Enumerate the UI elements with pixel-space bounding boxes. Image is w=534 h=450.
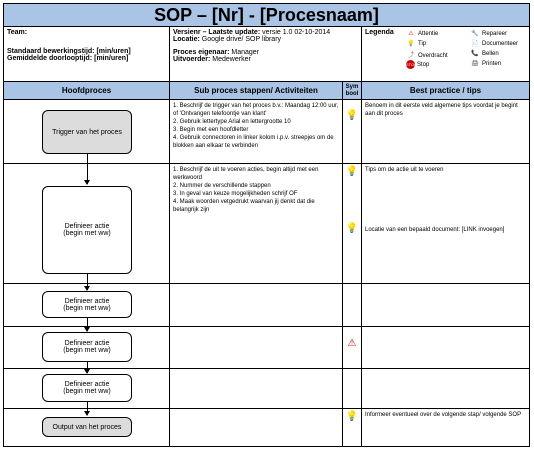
legend-item [406,40,426,47]
col-subproces: Sub proces stappen/ Activiteiten [170,82,343,99]
standard-time: Standaard bewerkingstijd: [min/uren] [7,48,131,55]
header-section [3,27,530,82]
legend-label-text: Stop [417,62,430,68]
repair-icon: 🔧 [471,31,479,37]
flow-arrow [87,362,88,373]
executor-value: Medewerker [210,56,251,63]
flow-arrow [87,274,88,290]
output-box: Output van het proces [42,417,132,437]
action-box-2: Definieer actie (begin met ww) [42,291,132,318]
legend-item [406,60,429,69]
legend-label-text: Overdracht [418,53,448,59]
legend-label-text: Documenteer [482,41,519,47]
legend-item [470,60,501,67]
stop-icon: STOP [406,62,417,67]
legend-item [406,30,438,37]
attention-icon: ⚠ [408,31,414,37]
action-box-4: Definieer actie (begin met ww) [42,374,132,402]
tip-icon: 💡 [345,166,359,177]
legend-label-text: Tip [418,41,427,47]
average-time: Gemiddelde doorlooptijd: [min/uren] [7,55,129,62]
legend-item [406,50,448,59]
legend-item [470,50,499,57]
sop-document [3,3,530,447]
row1-tip: Benoem in dit eerste veld algemene tips voordat je begint aan dit proces [365,103,518,118]
version-value: versie 1.0 02-10-2014 [260,29,331,36]
action-box-3: Definieer actie (begin met ww) [42,332,132,362]
row6-tip: Informeer eventueel over de volgende stap/ volgende SOP [365,412,522,418]
document-title: SOP – [Nr] - [Procesnaam] [3,3,530,27]
flow-arrow [87,154,88,184]
tip-icon: 💡 [345,110,359,121]
phone-icon: 📞 [471,51,479,57]
action-box-1: Definieer actie (begin met ww) [42,186,132,274]
handover-icon: ⤴ [407,53,414,59]
print-icon: 🖨 [471,61,479,67]
legend-label-text: Repareer [482,31,508,37]
location-label: Locatie: [173,36,200,43]
tip-icon: 💡 [345,223,359,234]
col-symbool: Sym bool [343,82,362,99]
col-best-practice: Best practice / tips [409,86,482,95]
legend-label-text: Bellen [482,51,499,57]
legend-label-text: Printen [482,61,502,67]
legend-box [362,27,529,81]
row2-steps: 1. Beschrijf de uit te voeren acties, begin altijd met een werkwoord 2. Nummer de verschillende stappen 3. In geval van keuze mogelijkheden schrijf OF 4. Maak woorden vetgedrukt waarvan jij denkt dat die belangrijk zijn [173,167,319,214]
version-label: Versienr – Laatste update: [173,29,261,36]
document-icon: 📄 [471,41,479,47]
owner-value: Manager [229,49,259,56]
col-hoofdproces: Hoofdproces [4,82,170,99]
team-info [4,27,170,81]
column-headers [3,82,530,100]
legend-item [470,30,507,37]
row1-steps: 1. Beschrijf de trigger van het proces b.v.: Maandag 12:00 uur, of 'Ontvangen telefoontje van klant' 2. Gebruik lettertype Arial en lettergrootte 10 3. Begin met een hoofdletter 4. Gebruik connectoren in linker kolom i.p.v. streepjes om de blokken aan elkaar te verbinden [173,103,339,150]
owner-label: Proces eigenaar: [173,49,230,56]
attention-icon: ⚠ [347,338,357,349]
tip-icon: 💡 [407,41,415,47]
row2-tip-link: Locatie van een bepaald document: [LINK invoegen] [365,227,505,233]
trigger-box: Trigger van het proces [42,110,132,154]
tip-icon: 💡 [345,411,359,422]
flow-arrow [87,402,88,415]
legend-item [470,40,518,47]
flow-arrow [87,318,88,331]
legend-label: Legenda [365,29,394,36]
location-value: Google drive/ SOP library [199,36,282,43]
row2-tip: Tips om de actie uit te voeren [365,167,444,173]
team-label: Team: [7,29,28,36]
legend-label-text: Attentie [418,31,439,37]
version-info [170,27,362,81]
process-grid [3,100,530,447]
executor-label: Uitvoerder: [173,56,211,63]
